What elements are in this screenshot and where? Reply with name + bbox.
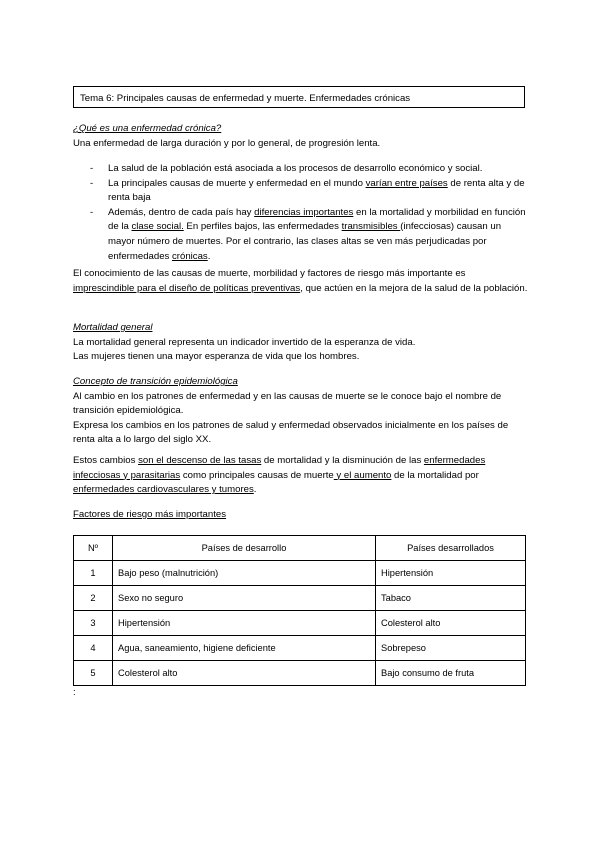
table-row: 1 Bajo peso (malnutrición) Hipertensión <box>74 561 526 586</box>
section-title-mortality: Mortalidad general <box>73 322 153 333</box>
section-chronic-definition <box>73 122 533 151</box>
header-developed: Países desarrollados <box>376 536 526 561</box>
section-title-factors: Factores de riesgo más importantes <box>73 509 227 520</box>
bullet-item: - La salud de la población está asociada a los procesos de desarrollo económico y social. <box>73 162 528 177</box>
section-title-transition: Concepto de transición epidemiológica <box>73 376 238 387</box>
trailing-colon: : <box>73 687 76 698</box>
section-transition <box>73 375 529 448</box>
bullet-item: - Además, dentro de cada país hay diferencias importantes en la mortalidad y morbilidad en función de la clase social. En perfiles bajos, las enfermedades transmisibles (infecciosas) causan un mayor número de muertes. Por el contrario, las clases altas se ven más perjudicadas por enfermedades crónicas. <box>73 206 528 264</box>
header-developing: Países de desarrollo <box>113 536 376 561</box>
topic-header <box>73 86 525 108</box>
risk-factors-table <box>73 535 526 686</box>
table-row: 3 Hipertensión Colesterol alto <box>74 611 526 636</box>
section-mortality <box>73 321 533 365</box>
table-row: 2 Sexo no seguro Tabaco <box>74 586 526 611</box>
bullet-item: - La principales causas de muerte y enfermedad en el mundo varían entre países de renta alta y de renta baja <box>73 177 528 206</box>
bullet-list <box>73 162 528 264</box>
knowledge-paragraph: El conocimiento de las causas de muerte, morbilidad y factores de riesgo más importante es imprescindible para el diseño de políticas preventivas, que actúen en la mejora de la salud de la población. <box>73 268 528 294</box>
definition-text: Una enfermedad de larga duración y por lo general, de progresión lenta. <box>73 137 381 149</box>
table-header-row <box>74 536 526 561</box>
transition-paragraph: Al cambio en los patrones de enfermedad y en las causas de muerte se le conoce bajo el nombre de transición epidemiológica. <box>73 390 502 417</box>
section-title-chronic: ¿Qué es una enfermedad crónica? <box>73 123 222 134</box>
mortality-line: La mortalidad general representa un indicador invertido de la esperanza de vida. <box>73 336 416 348</box>
table-row: 5 Colesterol alto Bajo consumo de fruta <box>74 661 526 686</box>
table-row: 4 Agua, saneamiento, higiene deficiente Sobrepeso <box>74 636 526 661</box>
transition-paragraph: Expresa los cambios en los patrones de salud y enfermedad observados inicialmente en los países de renta alta a lo largo del siglo XX. <box>73 419 509 446</box>
topic-title: Tema 6: Principales causas de enfermedad y muerte. Enfermedades crónicas <box>80 93 411 104</box>
mortality-line: Las mujeres tienen una mayor esperanza de vida que los hombres. <box>73 351 360 363</box>
header-number: Nº <box>74 536 113 561</box>
changes-paragraph: Estos cambios son el descenso de las tasas de mortalidad y la disminución de las enfermedades infecciosas y parasitarias como principales causas de muerte y el aumento de la mortalidad por enfermedades cardiovasculares y tumores. <box>73 455 486 496</box>
